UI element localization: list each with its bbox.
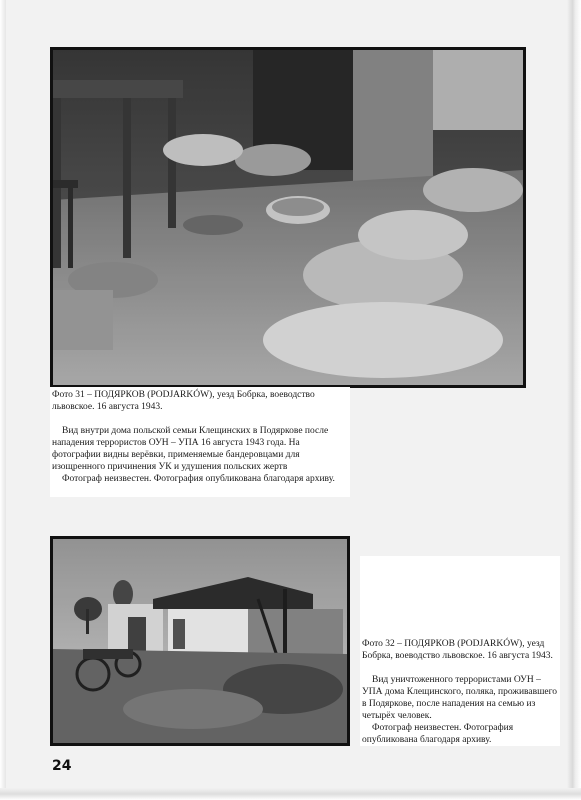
photo-32-image bbox=[53, 539, 347, 743]
photo-31-image bbox=[53, 50, 523, 385]
photo-32-caption-title: Фото 32 – ПОДЯРКОВ (PODJARKÓW), уезд Бобрка, воеводство львовское. 16 августа 1943. bbox=[362, 639, 553, 661]
photo-32-exterior bbox=[50, 536, 350, 746]
paper-edge-bottom bbox=[0, 788, 581, 800]
photo-31-caption bbox=[50, 387, 350, 497]
photo-31-caption-title: Фото 31 – ПОДЯРКОВ (PODJARKÓW), уезд Бобрка, воеводство львовское. 16 августа 1943. bbox=[52, 390, 315, 412]
photo-32-caption bbox=[360, 636, 560, 746]
caption-backdrop bbox=[360, 556, 560, 636]
photo-31-caption-body: Вид внутри дома польской семьи Клещинских в Подяркове после нападения террористов ОУН – УПА 16 августа 1943 года. На фотографии видны верёвки, применяемые бандеровцами для изощренного причинения УК и удушения польских жертв bbox=[52, 426, 329, 472]
paper-edge-left bbox=[0, 0, 6, 800]
paper-edge-right bbox=[567, 0, 581, 800]
photo-32-caption-credit: Фотограф неизвестен. Фотография опубликована благодаря архиву. bbox=[362, 723, 514, 745]
photo-32-caption-body: Вид уничтоженного террористами ОУН – УПА дома Клещинского, поляка, проживавшего в Подяркове, после нападения на семью из четырёх человек. bbox=[362, 675, 558, 721]
page-number: 24 bbox=[52, 758, 72, 774]
photo-31-caption-credit: Фотограф неизвестен. Фотография опубликована благодаря архиву. bbox=[62, 474, 335, 484]
photo-31-interior bbox=[50, 47, 526, 388]
